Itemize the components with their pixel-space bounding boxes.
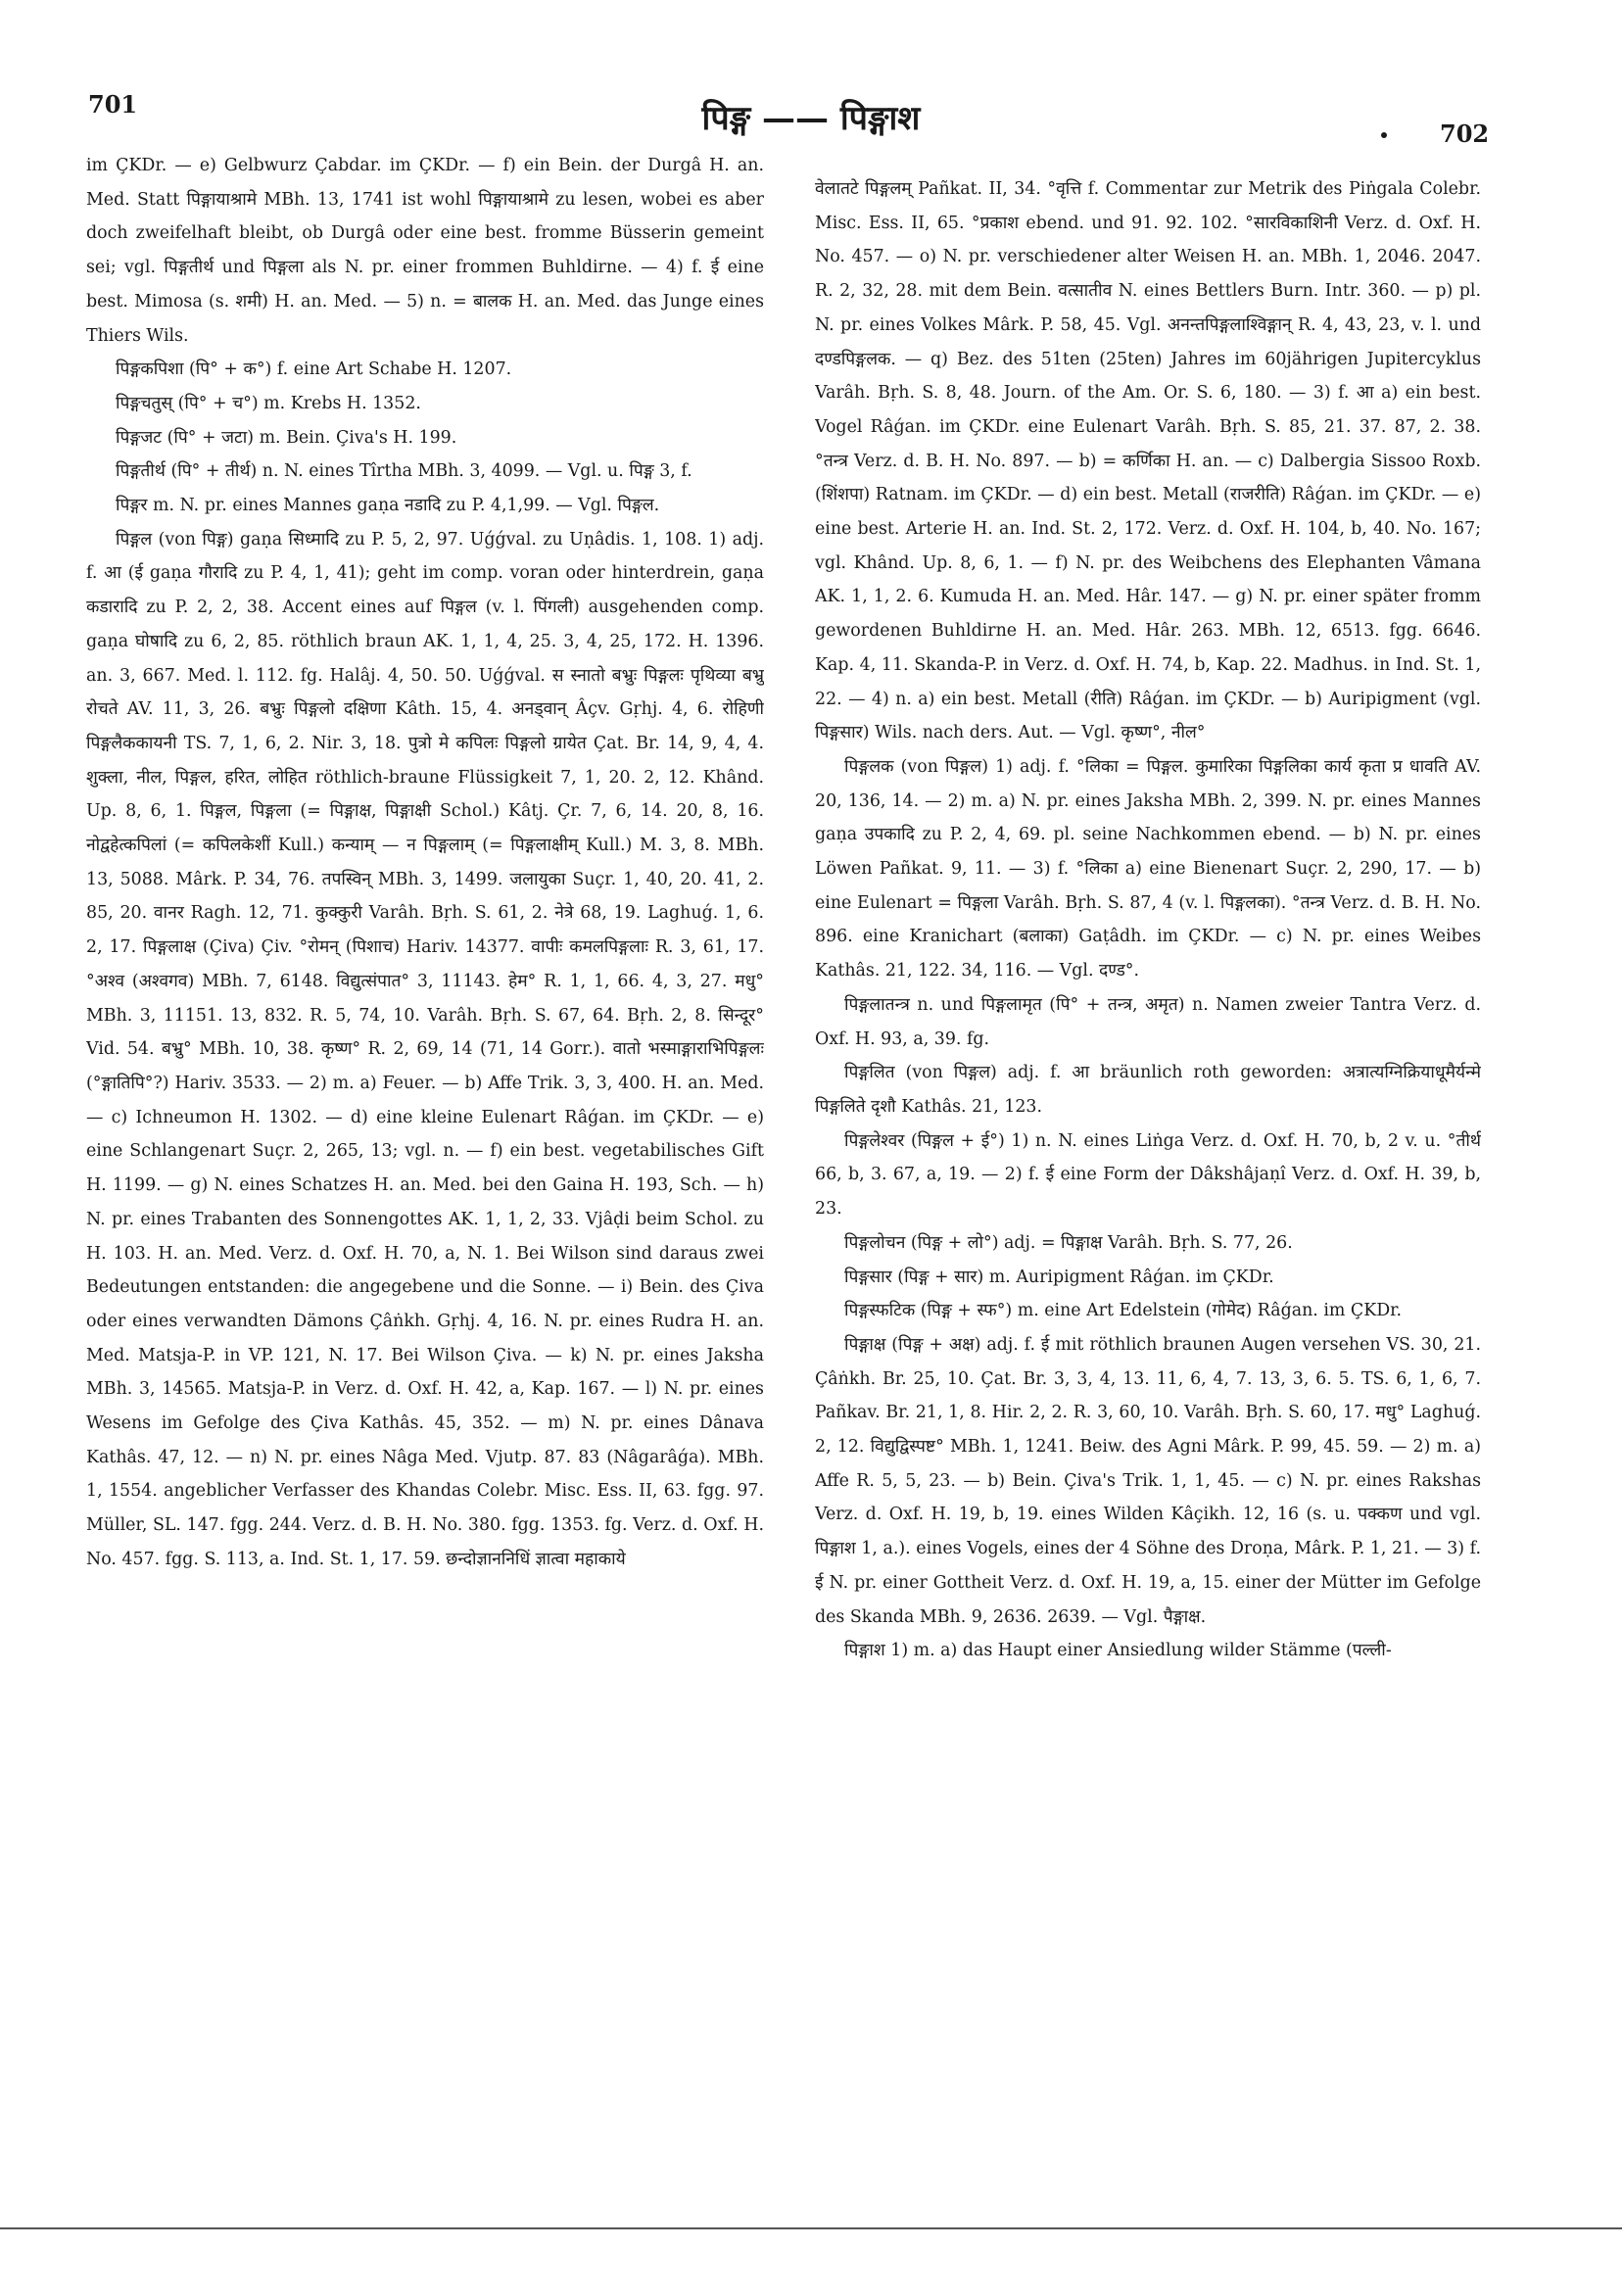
dictionary-entry: पिङ्गलित (von पिङ्गल) adj. f. आ bräunlich roth geworden: अत्रात्यग्निक्रियाधूमैर्यन्मे पिङ्गलिते दृशौ Kathâs. 21, 123. bbox=[815, 1063, 1481, 1117]
dictionary-entry: पिङ्गस्फटिक (पिङ्ग + स्फ°) m. eine Art Edelstein (गोमेद) Râǵan. im ÇKDr. bbox=[844, 1301, 1403, 1321]
page-number-left: 701 bbox=[88, 90, 138, 119]
dictionary-entry: पिङ्गलातन्त्र n. und पिङ्गलामृत (पि° + तन्त्र, अमृत) n. Namen zweier Tantra Verz. d. Oxf. H. 93, a, 39. fg. bbox=[815, 994, 1481, 1049]
column-continuation: im ÇKDr. — e) Gelbwurz Çabdar. im ÇKDr. — f) ein Bein. der Durgâ H. an. Med. Statt पिङ्गायाश्रामे MBh. 13, 1741 ist wohl पिङ्गायाश्रामे zu lesen, wobei es aber doch zweifelhaft bleibt, ob Durgâ oder eine best. fromme Büsserin gemeint sei; vgl. पिङ्गतीर्थ und पिङ्गला als N. pr. einer frommen Buhldirne. — 4) f. ई eine best. Mimosa (s. शमी) H. an. Med. — 5) n. = बालक H. an. Med. das Junge eines Thiers Wils. bbox=[86, 156, 764, 346]
column-continuation: वेलातटे पिङ्गलम् Pañkat. II, 34. °वृत्ति f. Commentar zur Metrik des Piṅgala Colebr. Misc. Ess. II, 65. °प्रकाश ebend. und 91. 92. 102. °सारविकाशिनी Verz. d. Oxf. H. No. 457. — o) N. pr. verschiedener alter Weisen H. an. MBh. 1, 2046. 2047. R. 2, 32, 28. mit dem Bein. वत्सातीव N. eines Bettlers Burn. Intr. 360. — p) pl. N. pr. eines Volkes Mârk. P. 58, 45. Vgl. अनन्तपिङ्गलाश्विङ्गान् R. 4, 43, 23, v. l. und दण्डपिङ्गलक. — q) Bez. des 51ten (25ten) Jahres im 60jährigen Jupitercyklus Varâh. Bṛh. S. 8, 48. Journ. of the Am. Or. S. 6, 180. — 3) f. आ a) ein best. Vogel Râǵan. im ÇKDr. eine Eulenart Varâh. Bṛh. S. 85, 21. 37. 87, 2. 38. °तन्त्र Verz. d. B. H. No. 897. — b) = कर्णिका H. an. — c) Dalbergia Sissoo Roxb. (शिंशपा) Ratnam. im ÇKDr. — d) ein best. Metall (राजरीति) Râǵan. im ÇKDr. — e) eine best. Arterie H. an. Ind. St. 2, 172. Verz. d. Oxf. H. 104, b, 40. No. 167; vgl. Khând. Up. 8, 6, 1. — f) N. pr. des Weibchens des Elephanten Vâmana AK. 1, 1, 2. 6. Kumuda H. an. Med. Hâr. 147. — g) N. pr. einer später fromm gewordenen Buhldirne H. an. Med. Hâr. 263. MBh. 12, 6513. fgg. 6646. Kap. 4, 11. Skanda-P. in Verz. d. Oxf. H. 74, b, Kap. 22. Madhus. in Ind. St. 1, 22. — 4) n. a) ein best. Metall (रीति) Râǵan. im ÇKDr. — b) Auripigment (vgl. पिङ्गसार) Wils. nach ders. Aut. — Vgl. कृष्ण°, नील° bbox=[815, 179, 1481, 743]
dictionary-entry: पिङ्गलोचन (पिङ्ग + लो°) adj. = पिङ्गाक्ष Varâh. Bṛh. S. 77, 26. bbox=[844, 1232, 1293, 1253]
dictionary-entry: पिङ्गचतुस् (पि° + च°) m. Krebs H. 1352. bbox=[116, 393, 421, 413]
right-column bbox=[815, 172, 1481, 2122]
page-dot bbox=[1381, 132, 1387, 138]
dictionary-entry: पिङ्गाक्ष (पिङ्ग + अक्ष) adj. f. ई mit röthlich braunen Augen versehen VS. 30, 21. Çâṅkh. Br. 25, 10. Çat. Br. 3, 3, 4, 13. 11, 6, 4, 7. 13, 3, 6. 5. TS. 6, 1, 6, 7. Pañkav. Br. 21, 1, 8. Hir. 2, 2. R. 3, 60, 10. Varâh. Bṛh. S. 60, 17. मधु° Laghuǵ. 2, 12. विद्युद्विस्पष्ट° MBh. 1, 1241. Beiw. des Agni Mârk. P. 99, 45. 59. — 2) m. a) Affe R. 5, 5, 23. — b) Bein. Çiva's Trik. 1, 1, 45. — c) N. pr. eines Rakshas Verz. d. Oxf. H. 19, b, 19. eines Wilden Kâçikh. 12, 16 (s. u. पक्कण und vgl. पिङ्गाश 1, a.). eines Vogels, eines der 4 Söhne des Droṇa, Mârk. P. 1, 21. — 3) f. ई N. pr. einer Gottheit Verz. d. Oxf. H. 19, a, 15. einer der Mütter im Gefolge des Skanda MBh. 9, 2636. 2639. — Vgl. पैङ्गाक्ष. bbox=[815, 1334, 1481, 1627]
page-number-right: 702 bbox=[1440, 120, 1490, 148]
dictionary-entry: पिङ्गसार (पिङ्ग + सार) m. Auripigment Râǵan. im ÇKDr. bbox=[844, 1267, 1274, 1287]
dictionary-entry: पिङ्गकपिशा (पि° + क°) f. eine Art Schabe H. 1207. bbox=[116, 359, 512, 380]
dictionary-entry: पिङ्गल (von पिङ्ग) gaṇa सिध्मादि zu P. 5, 2, 97. Uǵǵval. zu Uṇâdis. 1, 108. 1) adj. f. आ (ई gaṇa गौरादि zu P. 4, 1, 41); geht im comp. voran oder hinterdrein, gaṇa कडारादि zu P. 2, 2, 38. Accent eines auf पिङ्गल (v. l. पिंगली) ausgehenden comp. gaṇa घोषादि zu 6, 2, 85. röthlich braun AK. 1, 1, 4, 25. 3, 4, 25, 172. H. 1396. an. 3, 667. Med. l. 112. fg. Halâj. 4, 50. 50. Uǵǵval. स स्नातो बभ्रुः पिङ्गलः पृथिव्या बभ्रु रोचते AV. 11, 3, 26. बभ्रुः पिङ्गलो दक्षिणा Kâth. 15, 4. अनड्वान् Âçv. Gṛhj. 4, 6. रोहिणी पिङ्गलैककायनी TS. 7, 1, 6, 2. Nir. 3, 18. पुत्रो मे कपिलः पिङ्गलो ग्रायेत Çat. Br. 14, 9, 4, 4. शुक्ला, नील, पिङ्गल, हरित, लोहित röthlich-braune Flüssigkeit 7, 1, 20. 2, 12. Khând. Up. 8, 6, 1. पिङ्गल, पिङ्गला (= पिङ्गाक्ष, पिङ्गाक्षी Schol.) Kâtj. Çr. 7, 6, 14. 20, 8, 16. नोद्वहेत्कपिलां (= कपिलकेशीं Kull.) कन्याम् — न पिङ्गलाम् (= पिङ्गलाक्षीम् Kull.) M. 3, 8. MBh. 13, 5088. Mârk. P. 34, 76. तपस्विन् MBh. 3, 1499. जलायुका Suçr. 1, 40, 20. 41, 2. 85, 20. वानर Ragh. 12, 71. कुक्कुरी Varâh. Bṛh. S. 61, 2. नेत्रे 68, 19. Laghuǵ. 1, 6. 2, 17. पिङ्गलाक्ष (Çiva) Çiv. °रोमन् (पिशाच) Hariv. 14377. वापीः कमलपिङ्गलाः R. 3, 61, 17. °अश्व (अश्वगव) MBh. 7, 6148. विद्युत्संपात° 3, 11143. हेम° R. 1, 1, 66. 4, 3, 27. मधु° MBh. 3, 11151. 13, 832. R. 5, 74, 10. Varâh. Bṛh. S. 67, 64. Bṛh. 2, 8. सिन्दूर° Vid. 54. बभ्रु° MBh. 10, 38. कृष्ण° R. 2, 69, 14 (71, 14 Gorr.). वातो भस्माङ्गाराभिपिङ्गलः (°ङ्गातिपि°?) Hariv. 3533. — 2) m. a) Feuer. — b) Affe Trik. 3, 3, 400. H. an. Med. — c) Ichneumon H. 1302. — d) eine kleine Eulenart Râǵan. im ÇKDr. — e) eine Schlangenart Suçr. 2, 265, 13; vgl. n. — f) ein best. vegetabilisches Gift H. 1199. — g) N. eines Schatzes H. an. Med. bei den Gaina H. 193, Sch. — h) N. pr. eines Trabanten des Sonnengottes AK. 1, 1, 2, 33. Vjâḍi beim Schol. zu H. 103. H. an. Med. Verz. d. Oxf. H. 70, a, N. 1. Bei Wilson sind daraus zwei Bedeutungen entstanden: die angegebene und die Sonne. — i) Bein. des Çiva oder eines verwandten Dämons Çâṅkh. Gṛhj. 4, 16. N. pr. eines Rudra H. an. Med. Matsja-P. in VP. 121, N. 17. Bei Wilson Çiva. — k) N. pr. eines Jaksha MBh. 3, 14565. Matsja-P. in Verz. d. Oxf. H. 42, a, Kap. 167. — l) N. pr. eines Wesens im Gefolge des Çiva Kathâs. 45, 352. — m) N. pr. eines Dânava Kathâs. 47, 12. — n) N. pr. eines Nâga Med. Vjutp. 87. 83 (Nâgarâǵa). MBh. 1, 1554. angeblicher Verfasser des Khandas Colebr. Misc. Ess. II, 63. fgg. 97. Müller, SL. 147. fgg. 244. Verz. d. B. H. No. 380. fgg. 1353. fg. Verz. d. Oxf. H. No. 457. fgg. S. 113, a. Ind. St. 1, 17. 59. छन्दोज्ञाननिधिं ज्ञात्वा महाकाये bbox=[86, 529, 764, 1569]
dictionary-entry: पिङ्गलेश्वर (पिङ्गल + ई°) 1) n. N. eines Liṅga Verz. d. Oxf. H. 70, b, 2 v. u. °तीर्थ 66, b, 3. 67, a, 19. — 2) f. ई eine Form der Dâkshâjaṇî Verz. d. Oxf. H. 39, b, 23. bbox=[815, 1130, 1481, 1220]
dictionary-entry: पिङ्गजट (पि° + जटा) m. Bein. Çiva's H. 199. bbox=[116, 427, 457, 448]
bottom-rule bbox=[0, 2227, 1622, 2229]
dictionary-entry: पिङ्गलक (von पिङ्गल) 1) adj. f. °लिका = पिङ्गल. कुमारिका पिङ्गलिका कार्य कृता प्र धावति AV. 20, 136, 14. — 2) m. a) N. pr. eines Jaksha MBh. 2, 399. N. pr. eines Mannes gaṇa उपकादि zu P. 2, 4, 69. pl. seine Nachkommen ebend. — b) N. pr. eines Löwen Pañkat. 9, 11. — 3) f. °लिका a) eine Bienenart Suçr. 2, 290, 17. — b) eine Eulenart = पिङ्गला Varâh. Bṛh. S. 87, 4 (v. l. पिङ्गलका). °तन्त्र Verz. d. B. H. No. 896. eine Kranichart (बलाका) Gaṭâdh. im ÇKDr. — c) N. pr. eines Weibes Kathâs. 21, 122. 34, 116. — Vgl. दण्ड°. bbox=[815, 756, 1481, 981]
dictionary-entry: पिङ्गतीर्थ (पि° + तीर्थ) n. N. eines Tîrtha MBh. 3, 4099. — Vgl. u. पिङ्ग 3, f. bbox=[116, 461, 692, 482]
dictionary-entry: पिङ्गर m. N. pr. eines Mannes gaṇa नडादि zu P. 4,1,99. — Vgl. पिङ्गल. bbox=[116, 496, 660, 516]
dictionary-entry: पिङ्गाश 1) m. a) das Haupt einer Ansiedlung wilder Stämme (पल्ली- bbox=[844, 1641, 1392, 1661]
left-column bbox=[86, 149, 764, 2137]
running-head: पिङ्ग —— पिङ्गाश bbox=[701, 99, 921, 138]
